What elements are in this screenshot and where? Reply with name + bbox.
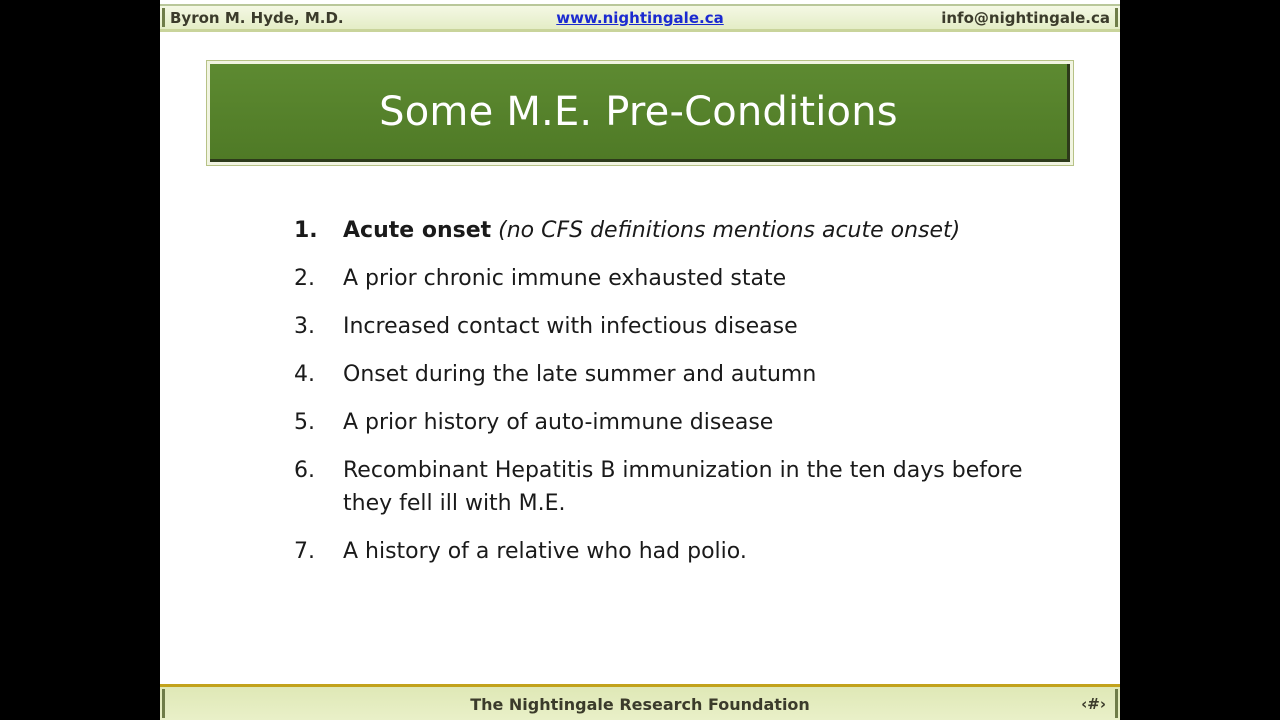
list-item-text: Recombinant Hepatitis B immunization in the ten days before they fell ill with M.E. [343, 458, 1023, 516]
list-item-number: 7. [294, 539, 315, 564]
list-item-number: 4. [294, 362, 315, 387]
title-banner [210, 64, 1070, 162]
list-item-text: A history of a relative who had polio. [343, 539, 747, 564]
list-item-text: A prior chronic immune exhausted state [343, 266, 787, 291]
list-item-italic-note: (no CFS definitions mentions acute onset) [498, 218, 961, 243]
list-item-number: 1. [294, 218, 318, 243]
email-address: info@nightingale.ca [941, 9, 1110, 27]
list-item [294, 406, 1034, 439]
list-item [294, 262, 1034, 295]
list-item [294, 214, 1034, 247]
website-link[interactable]: www.nightingale.ca [556, 9, 724, 27]
list-item [294, 358, 1034, 391]
list-item-text: Onset during the late summer and autumn [343, 362, 817, 387]
author-name: Byron M. Hyde, M.D. [170, 9, 344, 27]
slide [160, 0, 1120, 720]
footer-organization: The Nightingale Research Foundation [470, 695, 810, 714]
list-item [294, 454, 1034, 520]
list-item [294, 310, 1034, 343]
list-item-number: 2. [294, 266, 315, 291]
list-item-number: 6. [294, 458, 315, 483]
list-item-number: 3. [294, 314, 315, 339]
list-item-text: Increased contact with infectious disease [343, 314, 798, 339]
list-item-bold-text: Acute onset [343, 218, 492, 243]
slide-title: Some M.E. Pre-Conditions [379, 88, 898, 135]
footer-bar [160, 684, 1120, 720]
preconditions-list [294, 214, 1034, 583]
header-bar [160, 4, 1120, 32]
slide-number: ‹#› [1081, 695, 1106, 713]
list-item-number: 5. [294, 410, 315, 435]
list-item [294, 535, 1034, 568]
title-box [206, 60, 1074, 166]
list-item-text: A prior history of auto-immune disease [343, 410, 774, 435]
